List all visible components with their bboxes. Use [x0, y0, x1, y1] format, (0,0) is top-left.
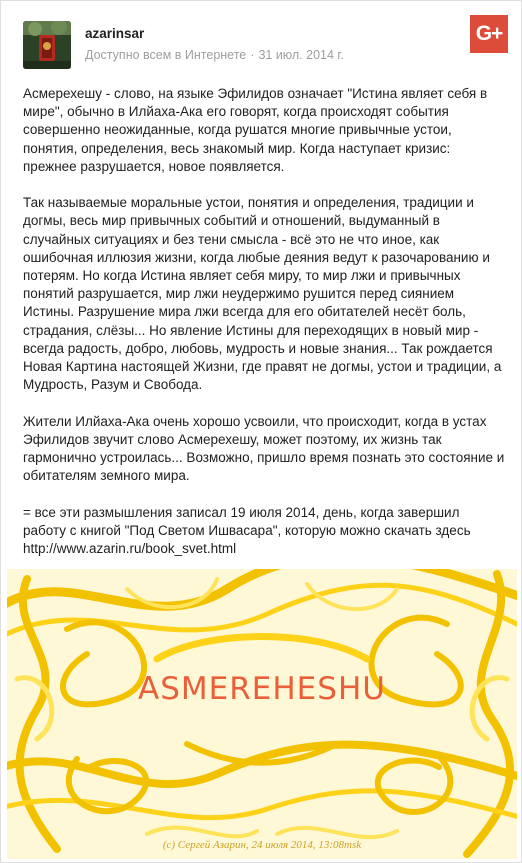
author-name[interactable]: azarinsar — [85, 26, 145, 41]
image-caption: (c) Сергей Азарин, 24 июля 2014, 13:08msk — [162, 839, 362, 851]
post-header — [23, 21, 503, 71]
post-image[interactable] — [7, 569, 517, 859]
post-paragraph-4-text: = все эти размышления записал 19 июля 2014, день, когда завершил работу с книгой "Под Светом Ишвасара", которую можно скачать здесь — [23, 504, 471, 538]
author-avatar[interactable] — [23, 21, 71, 69]
post-paragraph-2: Так называемые моральные устои, понятия и определения, традиции и догмы, весь мир привычных событий и отношений, выдуманный в случайных ситуациях и без тени смысла - всё это не что иное, как ошибочная иллюзия жизни, когда любые деяния ведут к разочарованию и потерям. Но когда Истина являет себя миру, то мир лжи и привычных понятий разрушается, мир лжи неудержимо рушится перед сиянием Истины. Разрушение мира лжи всегда для его обитателей несёт боль, страдания, слёзы... Но явление Истины для переходящих в новый мир - всегда радость, добро, любовь, мудрость и новые знания... Так рождается Новая Картина настоящей Жизни, где правят не догмы, устои и традиции, а Мудрость, Разум и Свобода. — [23, 195, 502, 393]
post-paragraph-4 — [23, 504, 505, 559]
google-plus-share-button[interactable]: G+ — [470, 15, 508, 53]
post-paragraph-3: Жители Илйаха-Ака очень хорошо усвоили, что происходит, когда в устах Эфилидов звучит слово Асмерехешу, может поэтому, их жизнь так гармонично устроилась... Возможно, пришло время познать это состояние и обитателям земного мира. — [23, 413, 505, 484]
ornament-artwork — [7, 569, 517, 859]
post-date[interactable]: 31 июл. 2014 г. — [258, 48, 344, 62]
post-meta — [85, 48, 344, 62]
post-paragraph-1: Асмерехешу - слово, на языке Эфилидов означает "Истина являет себя в мире", обычно в Илйаха-Ака его говорят, когда происходят события совершенно неожиданные, когда рушатся многие привычные устои, понятия, определения, весь знакомый мир. Когда наступает кризис: прежнее разрушается, новое появляется. — [23, 86, 488, 174]
visibility-label: Доступно всем в Интернете — [85, 48, 247, 62]
image-title: ASMEREHESHU — [138, 671, 386, 707]
book-download-link[interactable]: http://www.azarin.ru/book_svet.html — [23, 541, 237, 557]
meta-separator: · — [250, 48, 255, 62]
post-body — [23, 85, 505, 558]
